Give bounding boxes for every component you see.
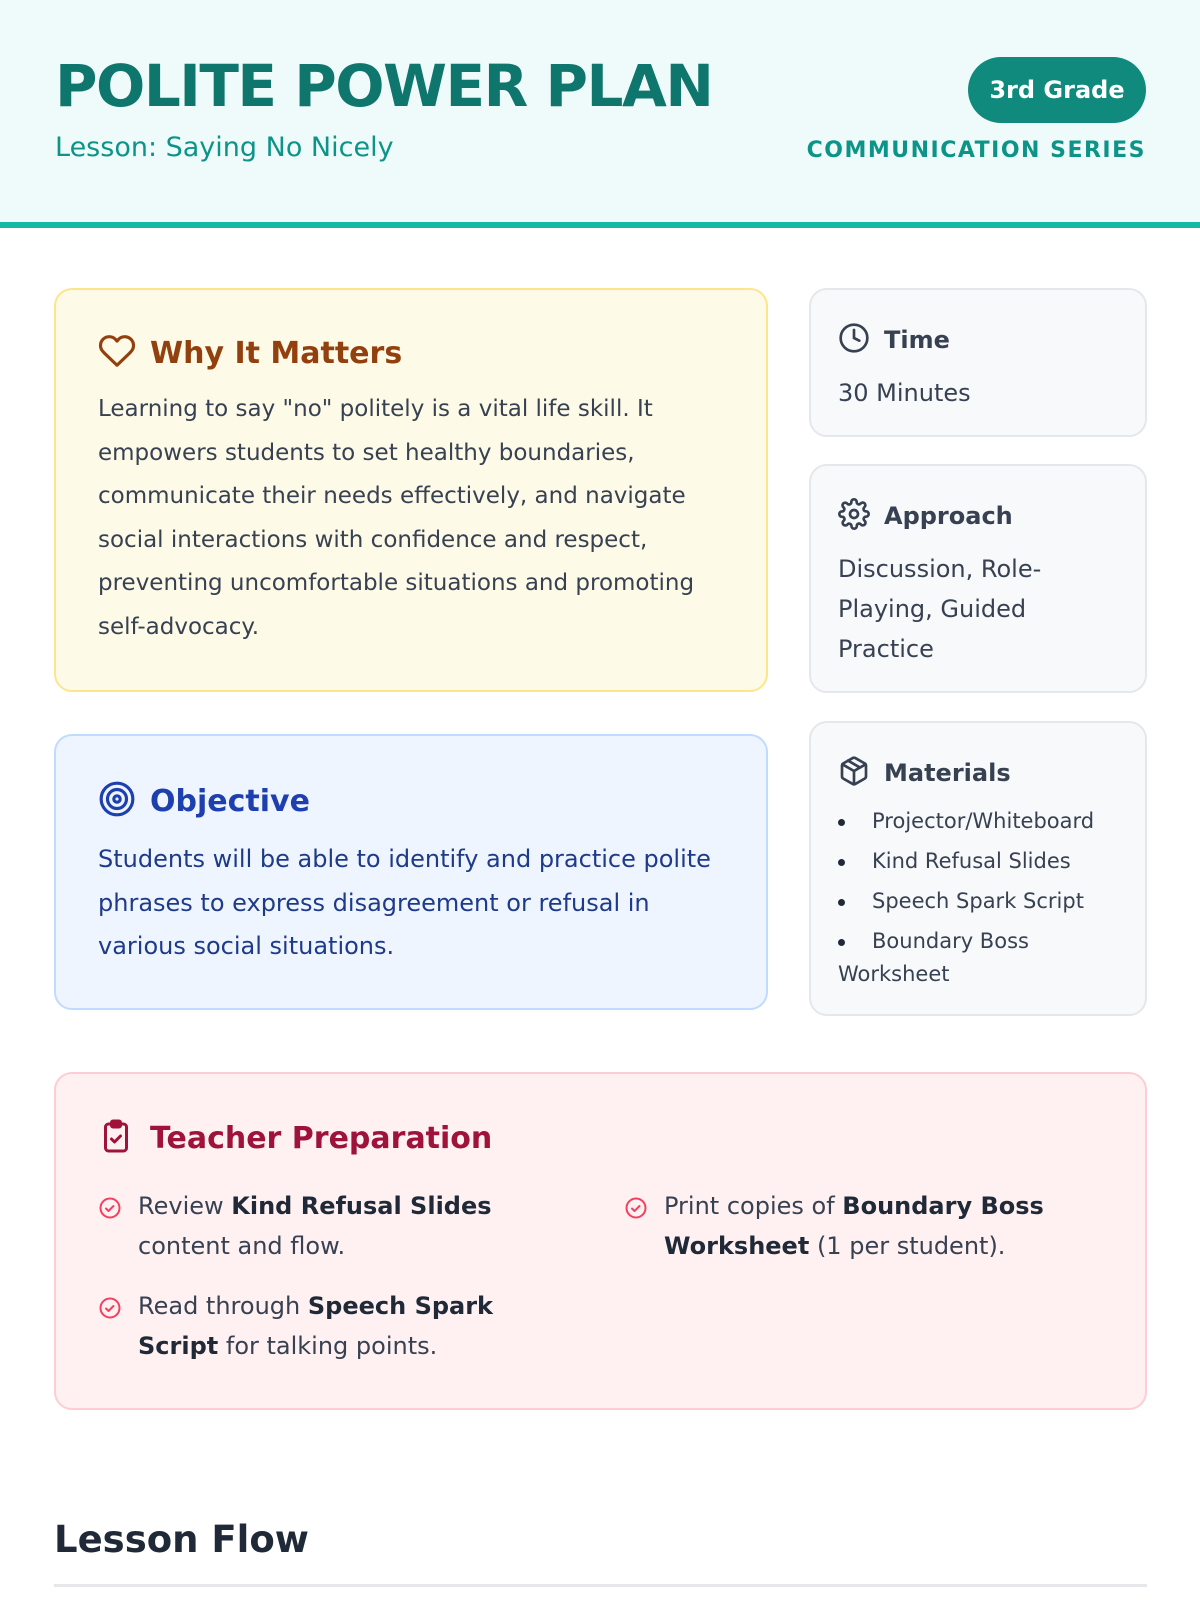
materials-list <box>838 805 1128 998</box>
objective-heading <box>98 780 310 822</box>
page-title: POLITE POWER PLAN <box>55 52 713 120</box>
lesson-flow-divider <box>54 1584 1147 1587</box>
prep-item-text: Print copies of Boundary Boss Worksheet (1 per student). <box>664 1192 1044 1260</box>
series-label: COMMUNICATION SERIES <box>806 138 1146 163</box>
why-it-matters-card <box>54 288 768 692</box>
why-it-matters-text: Learning to say "no" politely is a vital life skill. It empowers students to set healthy boundaries, communicate their needs effectively, and navigate social interactions with confidence and respect, preventing uncomfortable situations and promoting self-advocacy. <box>98 396 695 640</box>
heart-icon <box>98 332 136 374</box>
teacher-preparation-title: Teacher Preparation <box>150 1120 493 1156</box>
check-circle-icon <box>98 1286 138 1332</box>
materials-item: Kind Refusal Slides <box>838 845 1128 878</box>
check-circle-icon <box>98 1186 138 1232</box>
clock-icon <box>838 322 870 358</box>
time-heading <box>838 322 950 358</box>
teacher-preparation-heading <box>98 1118 492 1158</box>
prep-item-text: Read through Speech Spark Script for talking points. <box>138 1292 494 1360</box>
materials-item: Speech Spark Script <box>838 885 1128 918</box>
why-it-matters-heading <box>98 332 402 374</box>
time-card <box>809 288 1147 437</box>
lesson-subtitle: Lesson: Saying No Nicely <box>55 132 394 163</box>
materials-item: Projector/Whiteboard <box>838 805 1128 838</box>
materials-title: Materials <box>884 759 1011 787</box>
grade-badge: 3rd Grade <box>968 57 1146 123</box>
why-it-matters-title: Why It Matters <box>150 335 403 371</box>
materials-item: Boundary Boss Worksheet <box>838 925 1128 991</box>
teacher-preparation-card <box>54 1072 1147 1410</box>
approach-heading <box>838 498 1013 534</box>
approach-card <box>809 464 1147 693</box>
check-circle-icon <box>624 1186 664 1232</box>
objective-title: Objective <box>150 783 310 819</box>
prep-item <box>98 1286 578 1366</box>
time-value: 30 Minutes <box>838 379 971 407</box>
page-header <box>0 0 1200 228</box>
time-title: Time <box>884 326 950 354</box>
target-icon <box>98 780 136 822</box>
lesson-flow-heading: Lesson Flow <box>54 1518 309 1561</box>
objective-text: Students will be able to identify and practice polite phrases to express disagreement or refusal in various social situations. <box>98 845 711 960</box>
materials-card <box>809 721 1147 1016</box>
package-icon <box>838 755 870 791</box>
prep-item-text: Review Kind Refusal Slides content and flow. <box>138 1192 492 1260</box>
prep-item <box>98 1186 578 1266</box>
materials-heading <box>838 755 1011 791</box>
approach-value: Discussion, Role-Playing, Guided Practice <box>838 555 1042 663</box>
clipboard-check-icon <box>98 1118 134 1158</box>
gear-icon <box>838 498 870 534</box>
approach-title: Approach <box>884 502 1013 530</box>
objective-card <box>54 734 768 1010</box>
prep-item <box>624 1186 1064 1266</box>
